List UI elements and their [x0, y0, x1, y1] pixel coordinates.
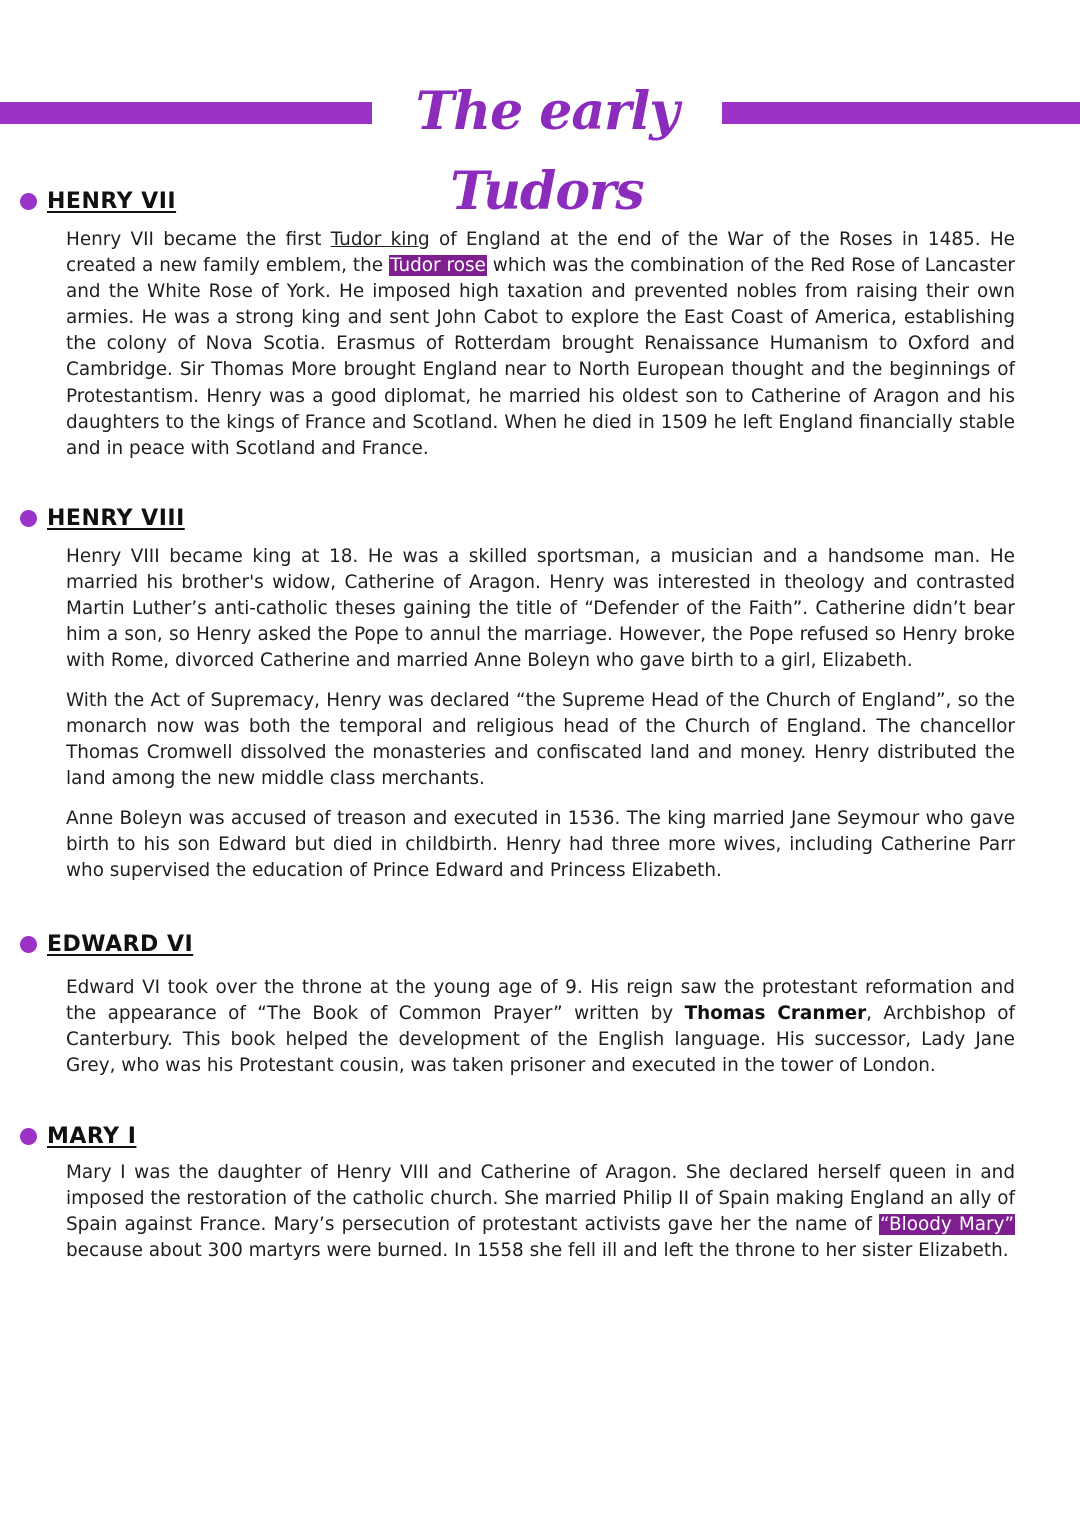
section-heading-row [20, 924, 193, 964]
underlined-term: Tudor king [330, 229, 430, 250]
section-paragraph [66, 1160, 1015, 1264]
bullet-dot-icon [20, 936, 37, 953]
page-title: The early Tudors [415, 81, 679, 222]
section-heading: HENRY VII [47, 188, 177, 214]
section-paragraph: Henry VIII became king at 18. He was a skilled sportsman, a musician and a handsome man. He married his brother's widow, Catherine of Aragon. Henry was interested in theology and contrasted Martin Luther’s anti-catholic theses gaining the title of “Defender of the Faith”. Catherine didn’t bear him a son, so Henry asked the Pope to annul the marriage. However, the Pope refused so Henry broke with Rome, divorced Catherine and married Anne Boleyn who gave birth to a girl, Elizabeth. [66, 546, 1015, 672]
section-paragraph: Anne Boleyn was accused of treason and executed in 1536. The king married Jane Seymour who gave birth to his son Edward but died in childbirth. Henry had three more wives, including Catherine Parr who supervised the education of Prince Edward and Princess Elizabeth. [66, 808, 1015, 882]
highlighted-term: “Bloody Mary” [880, 1214, 1014, 1236]
bullet-dot-icon [20, 510, 37, 527]
section-heading: MARY I [47, 1123, 137, 1149]
text-run: of England at the end of the War of the Roses in 1485. He created a new family emblem, the [66, 229, 1015, 277]
section-paragraph: With the Act of Supremacy, Henry was declared “the Supreme Head of the Church of England”, so the monarch now was both the temporal and religious head of the Church of England. The chancellor Thomas Cromwell dissolved the monasteries and confiscated land and money. Henry distributed the land among the new middle class merchants. [66, 690, 1015, 790]
text-run: Mary I was the daughter of Henry VIII and Catherine of Aragon. She declared herself queen in and imposed the restoration of the catholic church. She married Philip II of Spain making England an ally of Spain against France. Mary’s persecution of protestant activists gave her the name of [66, 1162, 1015, 1236]
text-run: because about 300 martyrs were burned. In 1558 she fell ill and left the throne to her sister Elizabeth. [66, 1240, 1009, 1262]
text-run: , Archbishop of Canterbury. This book helped the development of the English language. His successor, Lady Jane Grey, who was his Protestant cousin, was taken prisoner and executed in the tower of London. [66, 1003, 1016, 1077]
section-heading-row [20, 181, 176, 221]
text-run: Edward VI took over the throne at the young age of 9. His reign saw the protestant reformation and the appearance of “The Book of Common Prayer” written by [66, 977, 1015, 1025]
section-heading: EDWARD VI [47, 931, 194, 957]
section-heading-row [20, 1116, 136, 1156]
title-bar-left [0, 102, 372, 124]
title-bar-right [722, 102, 1080, 124]
text-run: which was the combination of the Red Rose of Lancaster and the White Rose of York. He imposed high taxation and prevented nobles from raising their own armies. He was a strong king and sent John Cabot to explore the East Coast of America, establishing the colony of Nova Scotia. Erasmus of Rotterdam brought Renaissance Humanism to Oxford and Cambridge. Sir Thomas More brought England near to North European thought and the beginnings of Protestantism. Henry was a good diplomat, he married his oldest son to Catherine of Aragon and his daughters to the kings of France and Scotland. When he died in 1509 he left England financially stable and in peace with Scotland and France. [66, 255, 1015, 459]
section-heading: HENRY VIII [47, 505, 185, 531]
bullet-dot-icon [20, 1128, 37, 1145]
bold-term: Thomas Cranmer [684, 1003, 867, 1025]
section-paragraph [66, 975, 1015, 1079]
highlighted-term: Tudor rose [390, 255, 486, 277]
section-heading-row [20, 498, 185, 538]
section-paragraph [66, 227, 1015, 462]
text-run: Henry VII became the first [66, 229, 331, 250]
bullet-dot-icon [20, 193, 37, 210]
